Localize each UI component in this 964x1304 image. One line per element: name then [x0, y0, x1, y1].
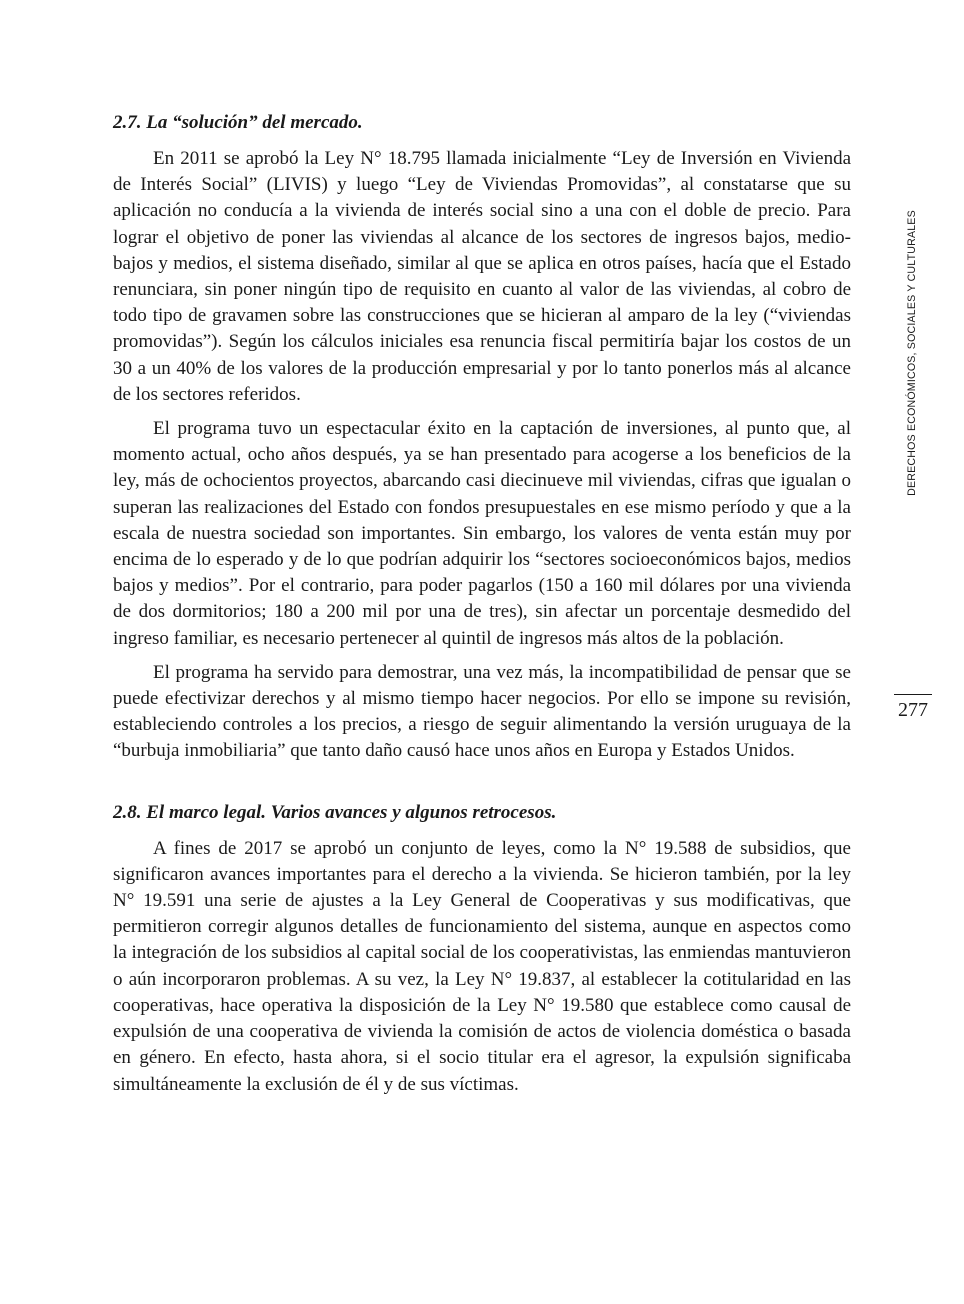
running-side-title	[900, 195, 924, 511]
section-spacer	[113, 773, 851, 800]
page-number: 277	[898, 699, 928, 721]
page-number-rule	[894, 694, 932, 695]
paragraph-legal-framework: A fines de 2017 se aprobó un conjunto de leyes, como la N° 19.588 de subsidios, que significaron avances importantes para el derecho a la vivienda. Se hicieron también, por la ley N° 19.591 una serie de ajustes a la Ley General de Cooperativas y sus modificativas, que permitieron corregir algunos detalles de funcionamiento del sistema, aunque en aspectos como la integración de los subsidios al capital social de los cooperativistas, las enmiendas mantuvieron o aún incorporaron problemas. A su vez, la Ley N° 19.837, al establecer la cotitularidad en las cooperativas, hace operativa la disposición de la Ley N° 19.580 que establece como causal de expulsión de una cooperativa de vivienda la comisión de actos de violencia doméstica o basada en género. En efecto, hasta ahora, si el socio titular era el agresor, la expulsión significaba simultáneamente la exclusión de él y de sus víctimas.	[113, 837, 851, 1095]
paragraph-program-success: El programa tuvo un espectacular éxito en la captación de inversiones, al punto que, al momento actual, ocho años después, ya se han presentado para acogerse a los beneficios de la ley, más de ochocientos proyectos, abarcando casi diecinueve mil viviendas, cifras que igualan o superan las realizaciones del Estado con fondos presupuestales en ese mismo período y que a la escala de nuestra sociedad son importantes. Sin embargo, los valores de venta están muy por encima de lo esperado y de lo que podrían adquirir los “sectores socioeconómicos bajos, medios bajos y medios”. Por el contrario, para poder pagarlos (150 a 160 mil dólares por una vivienda de dos dormitorios; 180 a 200 mil por una de tres), sin afectar un porcentaje desmedido del ingreso familiar, es necesario pertenecer al quintil de ingresos más altos de la población.	[113, 418, 851, 649]
page-body	[113, 110, 851, 1106]
section-heading-2-8: 2.8. El marco legal. Varios avances y algunos retrocesos.	[113, 801, 557, 823]
side-title-text: DERECHOS ECONÓMICOS, SOCIALES Y CULTURALES	[906, 210, 919, 496]
section-heading-2-7: 2.7. La “solución” del mercado.	[113, 112, 363, 133]
paragraph-program-revision: El programa ha servido para demostrar, una vez más, la incompatibilidad de pensar que se puede efectivizar derechos y al mismo tiempo hacer negocios. Por ello se impone su revisión, estableciendo controles a los precios, a riesgo de seguir alimentando la versión uruguaya de la “burbuja inmobiliaria” que tanto daño causó hace unos años en Europa y Estados Unidos.	[113, 661, 851, 762]
paragraph-livis-law: En 2011 se aprobó la Ley N° 18.795 llamada inicialmente “Ley de Inversión en Vivienda de Interés Social” (LIVIS) y luego “Ley de Viviendas Promovidas”, al constatarse que su aplicación no conducía a la vivienda de interés social sino a una con el doble de precio. Para lograr el objetivo de poner las viviendas al alcance de los sectores de ingresos bajos, medio-bajos y medios, el sistema diseñado, similar al que se aplica en otros países, hacía que el Estado renunciara, sin poner ningún tipo de requisito en cuanto al valor de las viviendas, al cobro de todo tipo de gravamen sobre las construcciones que se hicieran al amparo de la ley (“viviendas promovidas”). Según los cálculos iniciales esa renuncia fiscal permitiría bajar los costos de un 30 a un 40% de los valores de la producción empresarial y por lo tanto ponerlos más al alcance de los sectores referidos.	[113, 148, 851, 405]
